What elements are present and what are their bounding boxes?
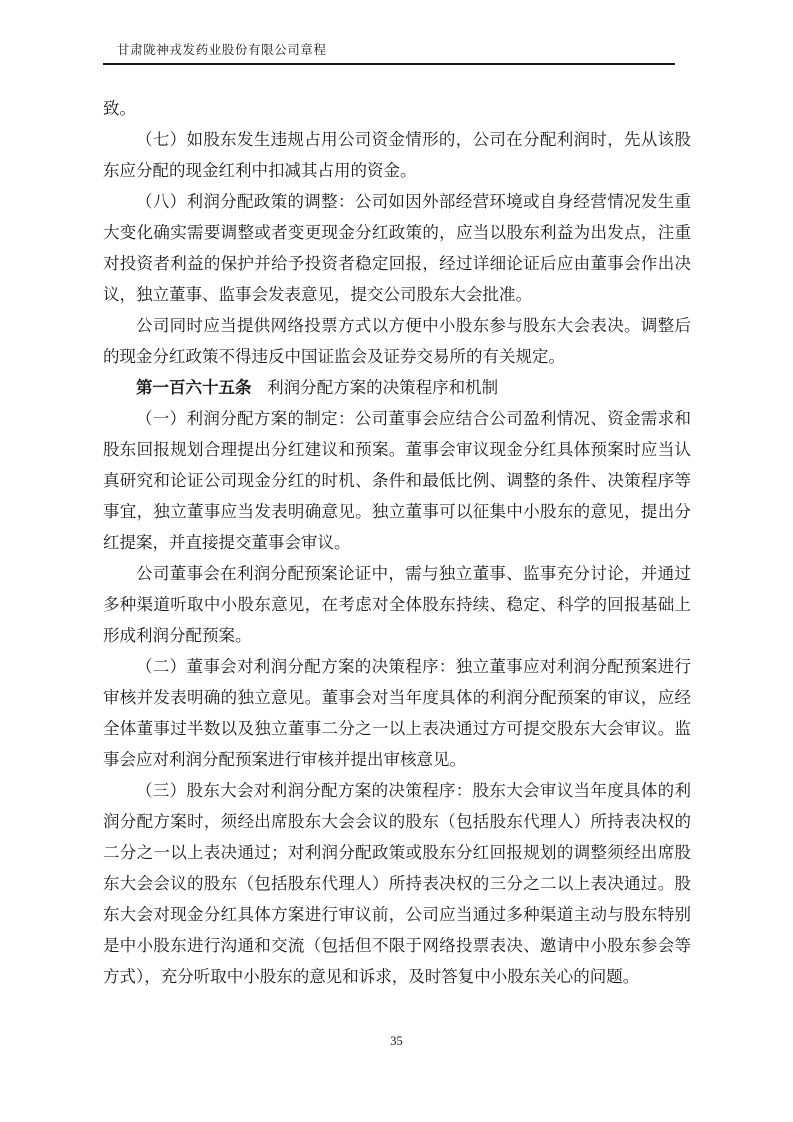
header-rule — [103, 63, 675, 65]
document-body — [103, 93, 691, 992]
paragraph: （七）如股东发生违规占用公司资金情形的，公司在分配利润时，先从该股东应分配的现金红利中扣减其占用的资金。 — [103, 130, 691, 180]
page-number: 35 — [390, 1034, 403, 1048]
paragraph: 公司董事会在利润分配预案论证中，需与独立董事、监事充分讨论，并通过多种渠道听取中小股东意见，在考虑对全体股东持续、稳定、科学的回报基础上形成利润分配预案。 — [103, 564, 691, 645]
paragraph: （三）股东大会对利润分配方案的决策程序：股东大会审议当年度具体的利润分配方案时，须经出席股东大会会议的股东（包括股东代理人）所持表决权的二分之一以上表决通过；对利润分配政策或股东分红回报规划的调整须经出席股东大会会议的股东（包括股东代理人）所持表决权的三分之二以上表决通过。股东大会对现金分红具体方案进行审议前，公司应当通过多种渠道主动与股东特别是中小股东进行沟通和交流（包括但不限于网络投票表决、邀请中小股东参会等方式），充分听取中小股东的意见和诉求，及时答复中小股东关心的问题。 — [103, 781, 691, 986]
page-header — [103, 40, 675, 65]
paragraph: 公司同时应当提供网络投票方式以方便中小股东参与股东大会表决。调整后的现金分红政策不得违反中国证监会及证券交易所的有关规定。 — [103, 316, 691, 366]
page-footer — [0, 1034, 793, 1049]
paragraph: （二）董事会对利润分配方案的决策程序：独立董事应对利润分配预案进行审核并发表明确的独立意见。董事会对当年度具体的利润分配预案的审议，应经全体董事过半数以及独立董事二分之一以上表决通过方可提交股东大会审议。监事会应对利润分配预案进行审核并提出审核意见。 — [103, 657, 691, 769]
article-number: 第一百六十五条 — [136, 378, 252, 397]
paragraph: （一）利润分配方案的制定：公司董事会应结合公司盈利情况、资金需求和股东回报规划合理提出分红建议和预案。董事会审议现金分红具体预案时应当认真研究和论证公司现金分红的时机、条件和最低比例、调整的条件、决策程序等事宜，独立董事应当发表明确意见。独立董事可以征集中小股东的意见，提出分红提案，并直接提交董事会审议。 — [103, 409, 691, 552]
header-title: 甘肃陇神戎发药业股份有限公司章程 — [117, 43, 327, 57]
paragraph: （八）利润分配政策的调整：公司如因外部经营环境或自身经营情况发生重大变化确实需要调整或者变更现金分红政策的，应当以股东利益为出发点，注重对投资者利益的保护并给予投资者稳定回报，经过详细论证后应由董事会作出决议，独立董事、监事会发表意见，提交公司股东大会批准。 — [103, 192, 691, 304]
article-heading — [103, 372, 691, 403]
article-heading-title: 利润分配方案的决策程序和机制 — [267, 378, 499, 397]
paragraph: 致。 — [103, 99, 136, 118]
